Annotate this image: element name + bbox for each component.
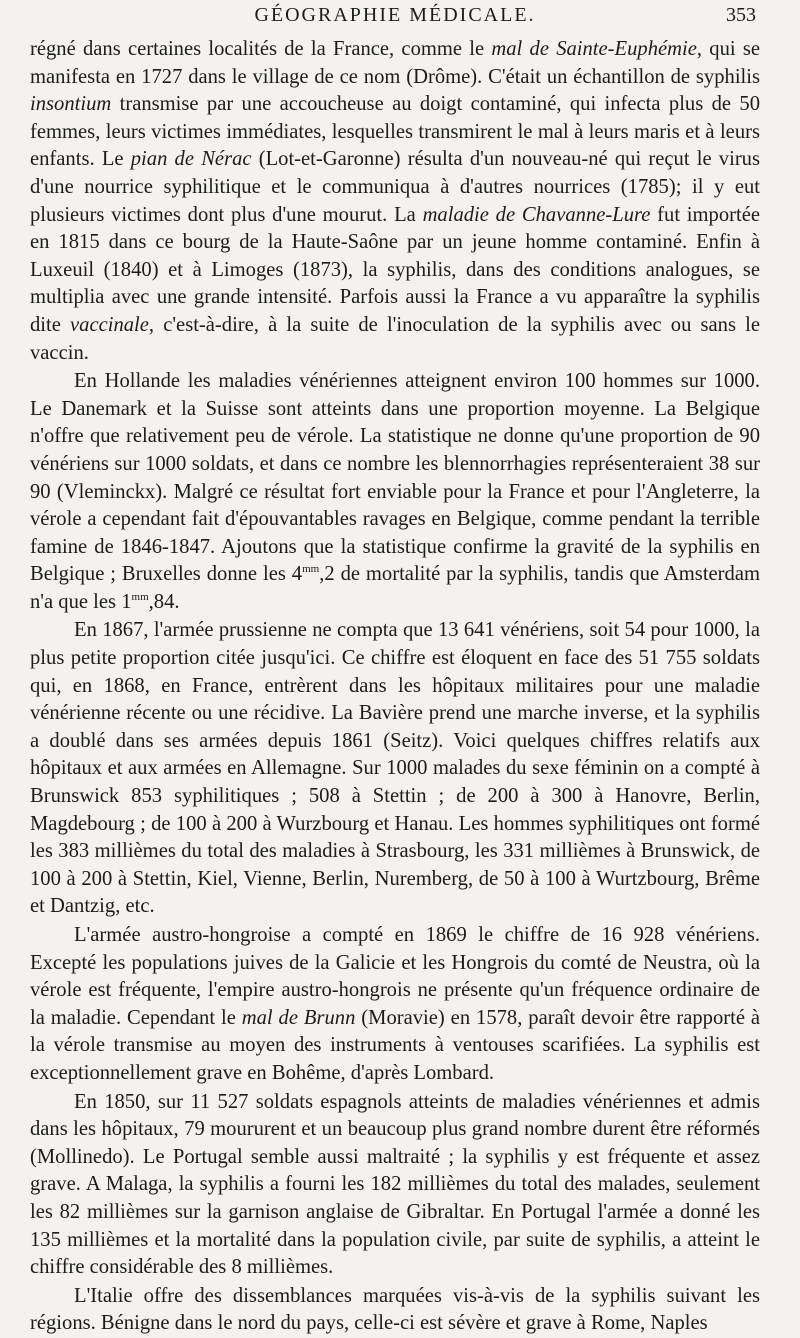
- text-run: régné dans certaines localités de la France, comme le: [30, 38, 492, 60]
- italic-term: maladie de Chavanne-Lure: [422, 203, 651, 226]
- text-run: fut importée en 1815 dans ce bourg de la Haute-Saône par un jeune homme contaminé. Enfin à Luxeuil (1840) et à Limoges (1873), la syphilis, dans des conditions analogues, se multiplia avec une grande intensité. Parfois aussi la France a vu apparaître la syphilis dite: [30, 203, 760, 336]
- italic-term: mal de Sainte-Euphémie: [491, 38, 697, 60]
- text-run: , qui se manifesta en 1727 dans le village de ce nom (Drôme). C'était un échantillon de syphilis: [30, 38, 760, 88]
- page-header: [30, 0, 760, 36]
- text-run: transmise par une accoucheuse au doigt contaminé, qui infecta plus de 50 femmes, leurs victimes immédiates, lesquelles transmirent le mal à leurs maris et à leurs enfants. Le: [30, 93, 760, 171]
- text-run: ,2 de mortalité par la syphilis, tandis que Amsterdam n'a que les 1: [30, 563, 760, 613]
- paragraph: [30, 1283, 760, 1338]
- italic-term: vaccinale: [70, 313, 149, 336]
- paragraph: [30, 922, 760, 1088]
- italic-term: pian de Nérac: [130, 148, 252, 171]
- paragraph: [30, 617, 760, 921]
- paragraph: [30, 36, 760, 367]
- text-run: , c'est-à-dire, à la suite de l'inoculation de la syphilis avec ou sans le vaccin.: [30, 313, 760, 364]
- page-number: 353: [726, 4, 756, 26]
- text-run: (Lot-et-Garonne) résulta d'un nouveau-né qui reçut le virus d'une nourrice syphilitique et le communiqua à d'autres nourrices (1785); il y eut plusieurs victimes dont plus d'une mourut. La: [30, 148, 760, 226]
- text-run: En 1850, sur 11 527 soldats espagnols atteints de maladies vénériennes et admis dans les hôpitaux, 79 moururent et un beaucoup plus grand nombre durent être réformés (Mollinedo). Le Portugal semble aussi maltraité ; la syphilis y est fréquente et assez grave. A Malaga, la syphilis a fourni les 182 millièmes du total des malades, seulement les 82 millièmes sur la garnison anglaise de Gibraltar. En Portugal l'armée a donné les 135 millièmes et la mortalité dans la population civile, par suite de syphilis, a atteint le chiffre considérable des 8 millièmes.: [30, 1090, 760, 1279]
- body-text: [30, 36, 760, 1338]
- text-run: En 1867, l'armée prussienne ne compta que 13 641 vénériens, soit 54 pour 1000, la plus petite proportion citée jusqu'ici. Ce chiffre est éloquent en face des 51 755 soldats qui, en 1868, en France, entrèrent dans les hôpitaux militaires pour une maladie vénérienne récente ou une récidive. La Bavière prend une marche inverse, et la syphilis a doublé dans ses armées depuis 1861 (Seitz). Voici quelques chiffres relatifs aux hôpitaux et aux armées en Allemagne. Sur 1000 malades du sexe féminin on a compté à Brunswick 853 syphilitiques ; 508 à Stettin ; de 200 à 300 à Hanovre, Berlin, Magdebourg ; de 100 à 200 à Wurzbourg et Hanau. Les hommes syphilitiques ont formé les 383 millièmes du total des maladies à Strasbourg, les 331 millièmes à Brunswick, de 100 à 200 à Stettin, Kiel, Vienne, Berlin, Nuremberg, de 50 à 100 à Wurtzbourg, Brême et Dantzig, etc.: [30, 619, 760, 918]
- text-run: ,84.: [148, 590, 180, 613]
- paragraph: [30, 368, 760, 616]
- running-title: GÉOGRAPHIE MÉDICALE.: [254, 4, 536, 26]
- italic-term: insontium: [30, 93, 112, 116]
- italic-term: mal de Brunn: [241, 1006, 356, 1029]
- text-run: L'Italie offre des dissemblances marquées vis-à-vis de la syphilis suivant les régions. Bénigne dans le nord du pays, celle-ci est sévère et grave à Rome, Naples: [30, 1284, 760, 1335]
- text-run: L'armée austro-hongroise a compté en 1869 le chiffre de 16 928 vénériens. Excepté les populations juives de la Galicie et les Hongrois du comté de Neustra, où la vérole est fréquente, l'empire austro-hongrois ne présente qu'un fréquence ordinaire de la maladie. Cependant le: [30, 924, 760, 1029]
- text-run: (Moravie) en 1578, paraît devoir être rapporté à la vérole transmise au moyen des instruments à ventouses scarifiées. La syphilis est exceptionnellement grave en Bohême, d'après Lombard.: [30, 1006, 761, 1084]
- superscript: mm: [131, 591, 149, 604]
- paragraph: [30, 1089, 760, 1282]
- text-run: En Hollande les maladies vénériennes atteignent environ 100 hommes sur 1000. Le Danemark et la Suisse sont atteints dans une proportion moyenne. La Belgique n'offre que relativement peu de vérole. La statistique ne donne qu'une proportion de 90 vénériens sur 1000 soldats, et dans ce nombre les blennorrhagies représenteraient 38 sur 90 (Vleminckx). Malgré ce résultat fort enviable pour la France et pour l'Angleterre, la vérole a cependant fait d'épouvantables ravages en Belgique, comme pendant la terrible famine de 1846-1847. Ajoutons que la statistique confirme la gravité de la syphilis en Belgique ; Bruxelles donne les 4: [30, 370, 760, 586]
- superscript: mm: [302, 563, 320, 576]
